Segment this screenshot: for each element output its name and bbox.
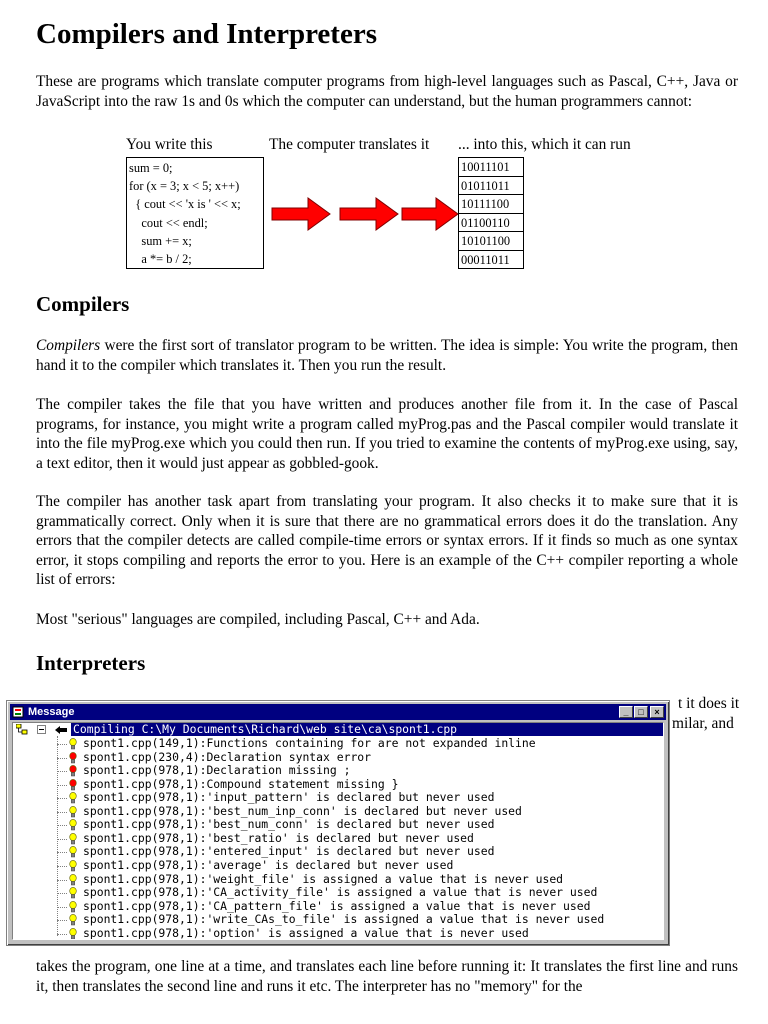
occluded-text-line-1: t it does it [678, 695, 740, 712]
tree-branch-line [57, 880, 67, 881]
compilers-paragraph-1 [36, 336, 738, 375]
message-text: spont1.cpp(978,1):'weight_file' is assigned a value that is never used [83, 871, 564, 886]
minimize-button[interactable]: _ [619, 706, 633, 718]
binary-row: 10111100 [459, 195, 523, 214]
tree-branch-line [57, 798, 67, 799]
message-text: spont1.cpp(149,1):Functions containing for are not expanded inline [83, 736, 536, 750]
warning-bulb-icon [69, 792, 77, 804]
compilers-paragraph-4: Most "serious" languages are compiled, including Pascal, C++ and Ada. [36, 611, 480, 628]
warning-bulb-icon [69, 874, 77, 886]
message-text: spont1.cpp(978,1):'average' is declared but never used [83, 857, 454, 872]
binary-row: 10011101 [459, 158, 523, 177]
tree-branch-line [57, 893, 67, 894]
interpreters-heading: Interpreters [36, 651, 146, 675]
warning-bulb-icon [69, 901, 77, 913]
compile-arrow-icon [55, 726, 67, 734]
occluded-text-line-2: milar, and [672, 715, 734, 732]
message-text: spont1.cpp(230,4):Declaration syntax error [83, 749, 372, 764]
warning-bulb-icon [69, 928, 77, 940]
compilers-heading: Compilers [36, 292, 130, 316]
warning-bulb-icon [69, 738, 77, 750]
tree-branch-line [57, 758, 67, 759]
tree-branch-line [57, 812, 67, 813]
label-write: You write this [126, 136, 213, 153]
warning-bulb-icon [69, 887, 77, 899]
tree-nodes-icon [16, 724, 28, 735]
message-text: spont1.cpp(978,1):'best_num_inp_conn' is declared but never used [83, 803, 522, 818]
warning-bulb-icon [69, 806, 77, 818]
collapse-icon[interactable] [37, 725, 46, 734]
message-window-icon [12, 706, 24, 718]
source-code-box: sum = 0; for (x = 3; x < 5; x++) { cout << 'x is ' << x; cout << endl; sum += x; a *= b / 2; [126, 157, 264, 269]
tree-branch-line [57, 785, 67, 786]
interpreters-paragraph: takes the program, one line at a time, and translates each line before running it: It translates the first line and runs it, then translates the second line and runs it etc. The interpreter has no "memory" for the [36, 958, 738, 995]
close-button[interactable]: × [650, 706, 664, 718]
compilers-paragraph-2: The compiler takes the file that you have written and produces another file from it. In the case of Pascal programs, for instance, you might write a program called myProg.pas and the Pascal compiler would translate it into the file myProg.exe which you could then run. If you tried to examine the contents of myProg.exe using, say, a text editor, then it would just appear as gobbled-gook. [36, 396, 738, 472]
intro-paragraph: These are programs which translate computer programs from high-level languages such as Pascal, C++, Java or JavaScript into the raw 1s and 0s which the computer can understand, but the human programmers cannot: [36, 73, 738, 110]
tree-branch-line [57, 866, 67, 867]
message-text: spont1.cpp(978,1):'best_num_conn' is declared but never used [83, 817, 495, 832]
label-run: ... into this, which it can run [458, 136, 631, 153]
compilers-term: Compilers [36, 337, 101, 354]
window-title: Message [28, 706, 75, 718]
error-bulb-icon [69, 779, 77, 791]
warning-bulb-icon [69, 860, 77, 872]
message-text: spont1.cpp(978,1):'best_ratio' is declared but never used [83, 830, 474, 845]
tree-branch-line [57, 771, 67, 772]
message-text: spont1.cpp(978,1):Declaration missing ; [83, 763, 351, 778]
tree-root-node[interactable] [13, 723, 663, 736]
compiler-message-window [6, 700, 670, 946]
tree-branch-line [57, 852, 67, 853]
compilers-paragraph-1-text: were the first sort of translator program to be written. The idea is simple: You write the program, then hand it to the compiler which translates it. Then you run the result. [36, 337, 738, 374]
binary-output-box [458, 157, 524, 269]
tree-branch-line [57, 825, 67, 826]
page-title: Compilers and Interpreters [36, 18, 377, 50]
right-arrow-icon [338, 196, 400, 232]
tree-branch-line [57, 839, 67, 840]
message-text: spont1.cpp(978,1):'CA_activity_file' is assigned a value that is never used [83, 885, 598, 900]
tree-branch-line [57, 934, 67, 935]
binary-row: 00011011 [461, 252, 510, 267]
label-translate: The computer translates it [269, 136, 430, 153]
right-arrow-icon [400, 196, 460, 232]
warning-bulb-icon [69, 833, 77, 845]
message-tree [12, 722, 664, 940]
warning-bulb-icon [69, 914, 77, 926]
tree-branch-line [57, 744, 67, 745]
message-text: spont1.cpp(978,1):'write_CAs_to_file' is assigned a value that is never used [83, 912, 605, 927]
maximize-button[interactable]: □ [634, 706, 648, 718]
warning-bulb-icon [69, 846, 77, 858]
message-text: spont1.cpp(978,1):'CA_pattern_file' is assigned a value that is never used [83, 898, 591, 913]
error-bulb-icon [69, 765, 77, 777]
compiling-root-label: Compiling C:\My Documents\Richard\web site\ca\spont1.cpp [71, 723, 664, 736]
message-text: spont1.cpp(978,1):'input_pattern' is declared but never used [83, 790, 495, 805]
tree-branch-line [57, 920, 67, 921]
tree-branch-line [57, 907, 67, 908]
message-text: spont1.cpp(978,1):Compound statement missing } [83, 776, 399, 791]
error-bulb-icon [69, 752, 77, 764]
warning-bulb-icon [69, 819, 77, 831]
right-arrow-icon [270, 196, 332, 232]
compilers-paragraph-3: The compiler has another task apart from translating your program. It also checks it to make sure that it is grammatically correct. Only when it is sure that there are no grammatical errors does it do the translation. Any errors that the compiler detects are called compile-time errors or syntax errors. If it finds so much as one syntax error, it stops compiling and reports the error to you. Here is an example of the C++ compiler reporting a whole list of errors: [36, 493, 738, 589]
window-titlebar[interactable] [10, 704, 666, 720]
message-text: spont1.cpp(978,1):'option' is assigned a value that is never used [83, 925, 529, 940]
message-text: spont1.cpp(978,1):'entered_input' is declared but never used [83, 844, 495, 859]
binary-row: 10101100 [459, 232, 523, 251]
binary-row: 01011011 [459, 177, 523, 196]
binary-row: 01100110 [459, 214, 523, 233]
